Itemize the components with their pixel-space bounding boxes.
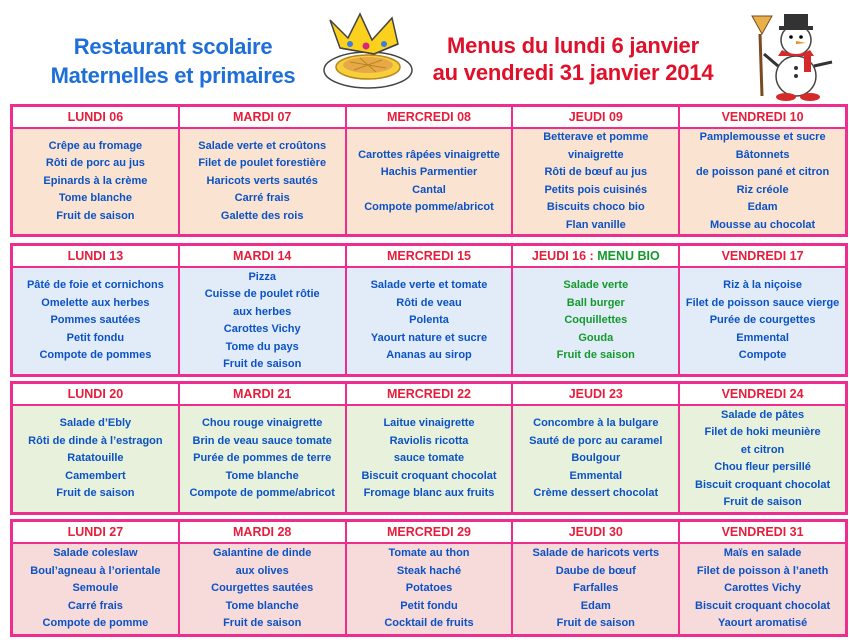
- menu-item: Petit fondu: [400, 599, 458, 612]
- menu-item: Concombre à la bulgare: [533, 417, 659, 430]
- day-menu: [680, 406, 845, 512]
- day-label: [180, 107, 347, 129]
- menu-item: Pamplemousse et sucre: [699, 131, 826, 143]
- menu-item: Salade verte et tomate: [370, 279, 488, 292]
- menu-item: Compote de pomme: [42, 617, 149, 630]
- menu-item: Filet de hoki meunière: [704, 426, 821, 438]
- menu-item: Compote de pomme/abricot: [189, 487, 335, 500]
- menu-item: Pâté de foie et cornichons: [26, 279, 164, 292]
- menu-item: Mousse au chocolat: [710, 218, 816, 231]
- menu-item: Carré frais: [67, 599, 123, 612]
- menu-item: Carottes Vichy: [223, 323, 301, 335]
- day-label: [13, 246, 180, 268]
- school-title-line2: Maternelles et primaires: [50, 63, 296, 88]
- day-label: [513, 522, 680, 544]
- menu-item: Tomate au thon: [388, 547, 470, 560]
- menu-row: [13, 268, 845, 374]
- menu-item: Salade de haricots verts: [532, 547, 660, 560]
- menu-item: Camembert: [65, 469, 126, 482]
- menu-item: Gouda: [578, 331, 614, 344]
- menu-period-line2: au vendredi 31 janvier 2014: [432, 60, 714, 85]
- menu-item: Coquillettes: [564, 314, 628, 327]
- menu-item: Ratatouille: [67, 452, 124, 465]
- menu-item: Tome blanche: [225, 469, 299, 482]
- menu-row: [13, 544, 845, 634]
- day-menu: [13, 268, 180, 374]
- menu-item: sauce tomate: [393, 452, 465, 465]
- menu-item: Epinards à la crème: [43, 174, 148, 187]
- menu-item: aux olives: [235, 564, 289, 577]
- menu-item: Brin de veau sauce tomate: [192, 434, 332, 447]
- menu-item: Omelette aux herbes: [41, 296, 150, 309]
- day-label-text: VENDREDI 24: [721, 387, 804, 401]
- menu-item: Tome du pays: [225, 340, 299, 353]
- menu-item: Farfalles: [573, 582, 619, 595]
- day-label-text: MERCREDI 08: [386, 110, 472, 124]
- day-menu: [347, 129, 514, 234]
- snowman-icon: [748, 4, 842, 104]
- day-label: [513, 384, 680, 406]
- menu-bio-badge: MENU BIO: [597, 249, 660, 263]
- menu-item: Crêpe au fromage: [48, 139, 143, 152]
- menu-item: Emmental: [569, 469, 623, 482]
- menu-item: Fruit de saison: [56, 487, 135, 500]
- menu-item: Raviolis ricotta: [389, 434, 469, 447]
- day-label-text: MERCREDI 15: [386, 249, 472, 263]
- menu-item: Crème dessert chocolat: [533, 487, 659, 500]
- menu-item: Salade de pâtes: [721, 408, 805, 421]
- day-menu: [347, 544, 514, 634]
- menu-item: Maïs en salade: [723, 547, 802, 560]
- menu-item: Rôti de bœuf au jus: [544, 166, 648, 178]
- day-label: [513, 246, 680, 268]
- menu-item: Filet de poulet forestière: [198, 157, 327, 170]
- menu-item: Purée de pommes de terre: [193, 452, 332, 465]
- day-label-text: JEUDI 23: [568, 387, 623, 401]
- day-header-row: [13, 246, 845, 268]
- menu-item: Rôti de dinde à l’estragon: [28, 434, 163, 447]
- day-label: [347, 246, 514, 268]
- menu-item: Chou rouge vinaigrette: [201, 417, 323, 430]
- day-menu: [180, 268, 347, 374]
- menu-item: Flan vanille: [565, 218, 626, 231]
- menu-item: Fruit de saison: [556, 617, 635, 630]
- menu-item: Biscuit croquant chocolat: [695, 599, 831, 612]
- day-label-text: LUNDI 13: [67, 249, 124, 263]
- week-table: [10, 243, 848, 377]
- menu-item: Fruit de saison: [223, 617, 302, 630]
- menu-item: Yaourt aromatisé: [717, 617, 808, 630]
- day-label: [347, 522, 514, 544]
- menu-item: Betterave et pomme: [543, 131, 649, 143]
- day-menu: [347, 406, 514, 512]
- menu-item: aux herbes: [233, 305, 292, 318]
- menu-item: Tome blanche: [58, 192, 132, 205]
- crown-cake-icon: [320, 10, 415, 92]
- day-label-text: MARDI 14: [233, 249, 292, 263]
- day-menu: [13, 544, 180, 634]
- menu-item: Filet de poisson sauce vierge: [685, 296, 840, 309]
- menu-item: Hachis Parmentier: [380, 166, 478, 178]
- day-label: [180, 522, 347, 544]
- day-menu: [513, 406, 680, 512]
- menu-item: Sauté de porc au caramel: [529, 434, 663, 447]
- menu-item: Carottes Vichy: [724, 582, 801, 595]
- menu-item: Fruit de saison: [223, 358, 302, 370]
- day-header-row: [13, 107, 845, 129]
- menu-item: Haricots verts sautés: [206, 174, 318, 187]
- menu-item: Salade verte: [563, 279, 629, 292]
- menu-item: Laitue vinaigrette: [383, 417, 475, 430]
- menu-item: Bâtonnets: [735, 148, 790, 161]
- day-menu: [180, 406, 347, 512]
- menu-item: Salade verte et croûtons: [198, 139, 327, 152]
- day-label-text: JEUDI 16 :: [531, 249, 598, 263]
- menu-item: Cocktail de fruits: [384, 617, 474, 630]
- menu-item: Fruit de saison: [556, 349, 635, 362]
- week-table: [10, 104, 848, 237]
- menu-item: Fruit de saison: [56, 209, 135, 222]
- day-label-text: LUNDI 27: [67, 525, 124, 539]
- menu-item: Boulgour: [571, 452, 621, 465]
- menu-item: Rôti de porc au jus: [45, 157, 145, 170]
- menu-item: vinaigrette: [567, 148, 624, 161]
- menu-item: Steak haché: [396, 564, 462, 577]
- day-menu: [513, 268, 680, 374]
- menu-item: Ball burger: [566, 296, 625, 309]
- day-label-text: VENDREDI 17: [721, 249, 804, 263]
- day-label: [680, 522, 845, 544]
- week-table: [10, 381, 848, 515]
- day-header-row: [13, 522, 845, 544]
- day-menu: [180, 544, 347, 634]
- menu-item: Filet de poisson à l’aneth: [696, 564, 829, 577]
- day-label: [13, 107, 180, 129]
- day-menu: [13, 406, 180, 512]
- menu-item: Cantal: [412, 183, 446, 196]
- menu-item: Salade coleslaw: [53, 547, 138, 560]
- menu-item: Biscuit croquant chocolat: [695, 478, 831, 491]
- menu-item: Fruit de saison: [723, 496, 802, 508]
- day-label-text: MARDI 28: [233, 525, 292, 539]
- day-label: [347, 384, 514, 406]
- day-menu: [513, 129, 680, 234]
- day-label: [13, 384, 180, 406]
- menu-item: Salade d’Ebly: [59, 417, 132, 430]
- day-label-text: MARDI 07: [233, 110, 292, 124]
- menu-item: et citron: [740, 443, 785, 456]
- menu-item: Yaourt nature et sucre: [370, 331, 488, 344]
- menu-item: Boul’agneau à l’orientale: [30, 564, 161, 577]
- menu-period-line1: Menus du lundi 6 janvier: [447, 33, 699, 58]
- menu-item: Fromage blanc aux fruits: [363, 487, 495, 500]
- menu-item: Daube de bœuf: [555, 564, 636, 577]
- day-menu: [680, 544, 845, 634]
- day-label-text: JEUDI 30: [568, 525, 623, 539]
- day-label: [180, 246, 347, 268]
- menu-period-title: [408, 32, 738, 86]
- day-label: [680, 107, 845, 129]
- menu-item: Galantine de dinde: [212, 547, 312, 560]
- day-label-text: MERCREDI 22: [386, 387, 472, 401]
- school-title: [38, 32, 308, 90]
- day-header-row: [13, 384, 845, 406]
- menu-item: Biscuits choco bio: [546, 201, 645, 213]
- menu-row: [13, 406, 845, 512]
- day-label-text: JEUDI 09: [568, 110, 623, 124]
- day-label: [180, 384, 347, 406]
- school-title-line1: Restaurant scolaire: [73, 34, 273, 59]
- week-table: [10, 519, 848, 637]
- menu-item: Galette des rois: [220, 209, 304, 222]
- day-label: [680, 246, 845, 268]
- day-menu: [180, 129, 347, 234]
- menu-item: Chou fleur persillé: [714, 461, 811, 473]
- menu-item: Ananas au sirop: [386, 349, 472, 362]
- menu-item: Compote de pommes: [39, 349, 152, 362]
- day-label-text: VENDREDI 31: [721, 525, 804, 539]
- menu-item: Carré frais: [234, 192, 290, 205]
- day-label: [513, 107, 680, 129]
- menu-item: Semoule: [72, 582, 119, 595]
- menu-item: Compote pomme/abricot: [364, 201, 494, 213]
- day-label-text: LUNDI 20: [67, 387, 124, 401]
- day-menu: [347, 268, 514, 374]
- day-menu: [13, 129, 180, 234]
- menu-item: Carottes râpées vinaigrette: [358, 148, 500, 161]
- day-label-text: MERCREDI 29: [386, 525, 472, 539]
- menu-item: Petit fondu: [66, 331, 125, 344]
- menu-item: Riz créole: [736, 183, 789, 196]
- day-label-text: MARDI 21: [233, 387, 292, 401]
- day-menu: [513, 544, 680, 634]
- menu-item: Edam: [580, 599, 611, 612]
- menu-item: Courgettes sautées: [211, 582, 314, 595]
- day-label: [680, 384, 845, 406]
- day-menu: [680, 129, 845, 234]
- menu-item: Edam: [747, 201, 778, 213]
- menu-item: Riz à la niçoise: [723, 279, 803, 292]
- day-label: [347, 107, 514, 129]
- menu-item: Petits pois cuisinés: [544, 183, 648, 196]
- menu-row: [13, 129, 845, 234]
- menu-item: Biscuit croquant chocolat: [361, 469, 497, 482]
- menu-item: Emmental: [736, 331, 789, 344]
- menu-item: Tome blanche: [225, 599, 299, 612]
- menu-item: Purée de courgettes: [709, 314, 816, 327]
- menu-item: de poisson pané et citron: [695, 166, 830, 178]
- menu-item: Cuisse de poulet rôtie: [204, 288, 320, 300]
- menu-item: Pommes sautées: [50, 314, 141, 327]
- day-label-text: LUNDI 06: [67, 110, 124, 124]
- menu-item: Compote: [738, 349, 787, 362]
- menu-item: Rôti de veau: [396, 296, 462, 309]
- menu-item: Polenta: [409, 314, 449, 327]
- day-label: [13, 522, 180, 544]
- menu-item: Potatoes: [405, 582, 453, 595]
- day-label-text: VENDREDI 10: [721, 110, 804, 124]
- day-menu: [680, 268, 845, 374]
- menu-item: Pizza: [248, 270, 276, 283]
